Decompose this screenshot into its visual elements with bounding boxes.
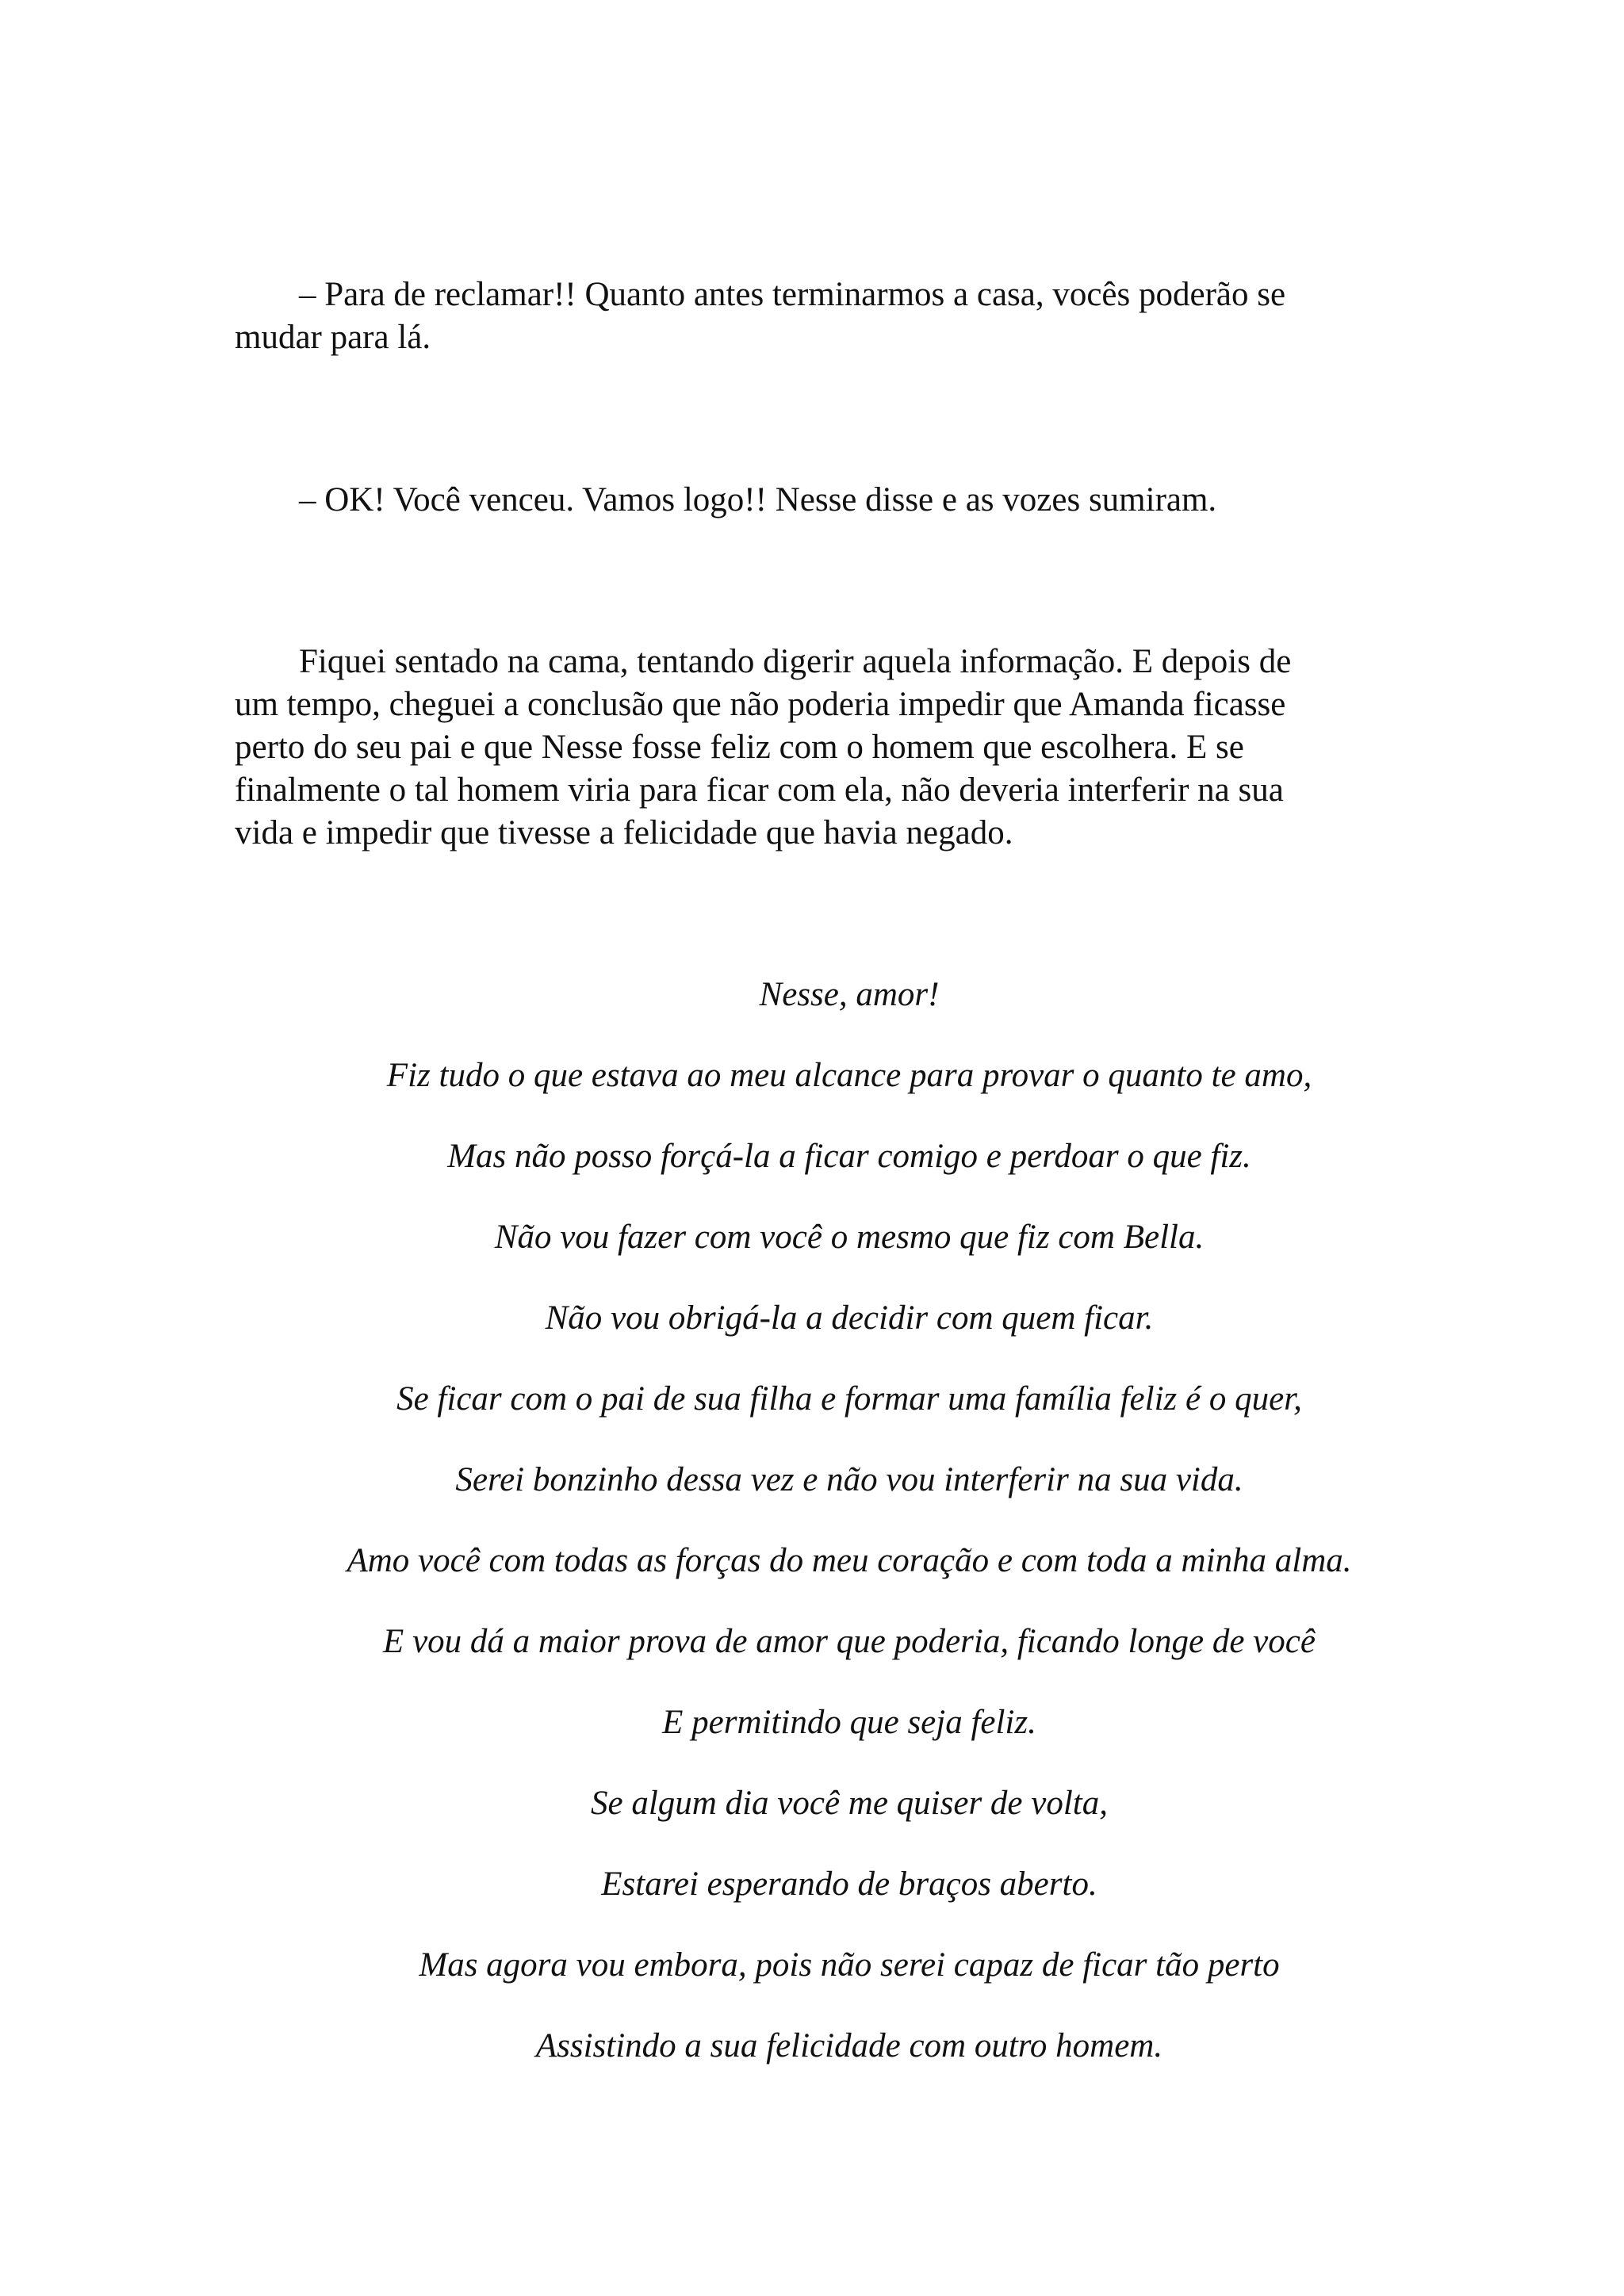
poem-line: Não vou fazer com você o mesmo que fiz com Bella. xyxy=(494,1219,1205,1256)
poem-line: Se ficar com o pai de sua filha e formar uma família feliz é o quer, xyxy=(396,1380,1302,1418)
paragraph-line: – Para de reclamar!! Quanto antes terminarmos a casa, vocês poderão se xyxy=(299,276,1286,313)
paragraph-line: um tempo, cheguei a conclusão que não poderia impedir que Amanda ficasse xyxy=(235,686,1286,723)
paragraph-line: perto do seu pai e que Nesse fosse feliz com o homem que escolhera. E se xyxy=(235,729,1244,766)
paragraph-line: vida e impedir que tivesse a felicidade que havia negado. xyxy=(235,814,1013,851)
poem-line: Mas agora vou embora, pois não serei capaz de ficar tão perto xyxy=(419,1946,1280,1984)
poem-line: Se algum dia você me quiser de volta, xyxy=(591,1785,1108,1822)
paragraph-narration xyxy=(235,641,1389,855)
paragraph-line: mudar para lá. xyxy=(235,319,431,356)
paragraph-dialogue-1 xyxy=(235,274,1389,359)
poem-salutation: Nesse, amor! xyxy=(759,976,940,1013)
poem-line: Estarei esperando de braços aberto. xyxy=(601,1866,1097,1903)
poem-line: E permitindo que seja feliz. xyxy=(662,1704,1036,1741)
paragraph-dialogue-2 xyxy=(235,479,1389,522)
paragraph-line: Fiquei sentado na cama, tentando digerir aquela informação. E depois de xyxy=(299,643,1292,680)
poem-line: Serei bonzinho dessa vez e não vou interferir na sua vida. xyxy=(455,1461,1243,1498)
poem-line: E vou dá a maior prova de amor que poderia, ficando longe de você xyxy=(383,1623,1316,1660)
poem-line: Amo você com todas as forças do meu coração e com toda a minha alma. xyxy=(347,1542,1352,1579)
poem-line: Não vou obrigá-la a decidir com quem ficar. xyxy=(545,1299,1154,1337)
poem-line: Fiz tudo o que estava ao meu alcance para provar o quanto te amo, xyxy=(386,1057,1312,1094)
poem-line: Mas não posso forçá-la a ficar comigo e perdoar o que fiz. xyxy=(447,1138,1251,1175)
paragraph-line: – OK! Você venceu. Vamos logo!! Nesse disse e as vozes sumiram. xyxy=(299,481,1217,519)
poem-line: Assistindo a sua felicidade com outro homem. xyxy=(535,2027,1163,2064)
paragraph-line: finalmente o tal homem viria para ficar com ela, não deveria interferir na sua xyxy=(235,771,1284,809)
